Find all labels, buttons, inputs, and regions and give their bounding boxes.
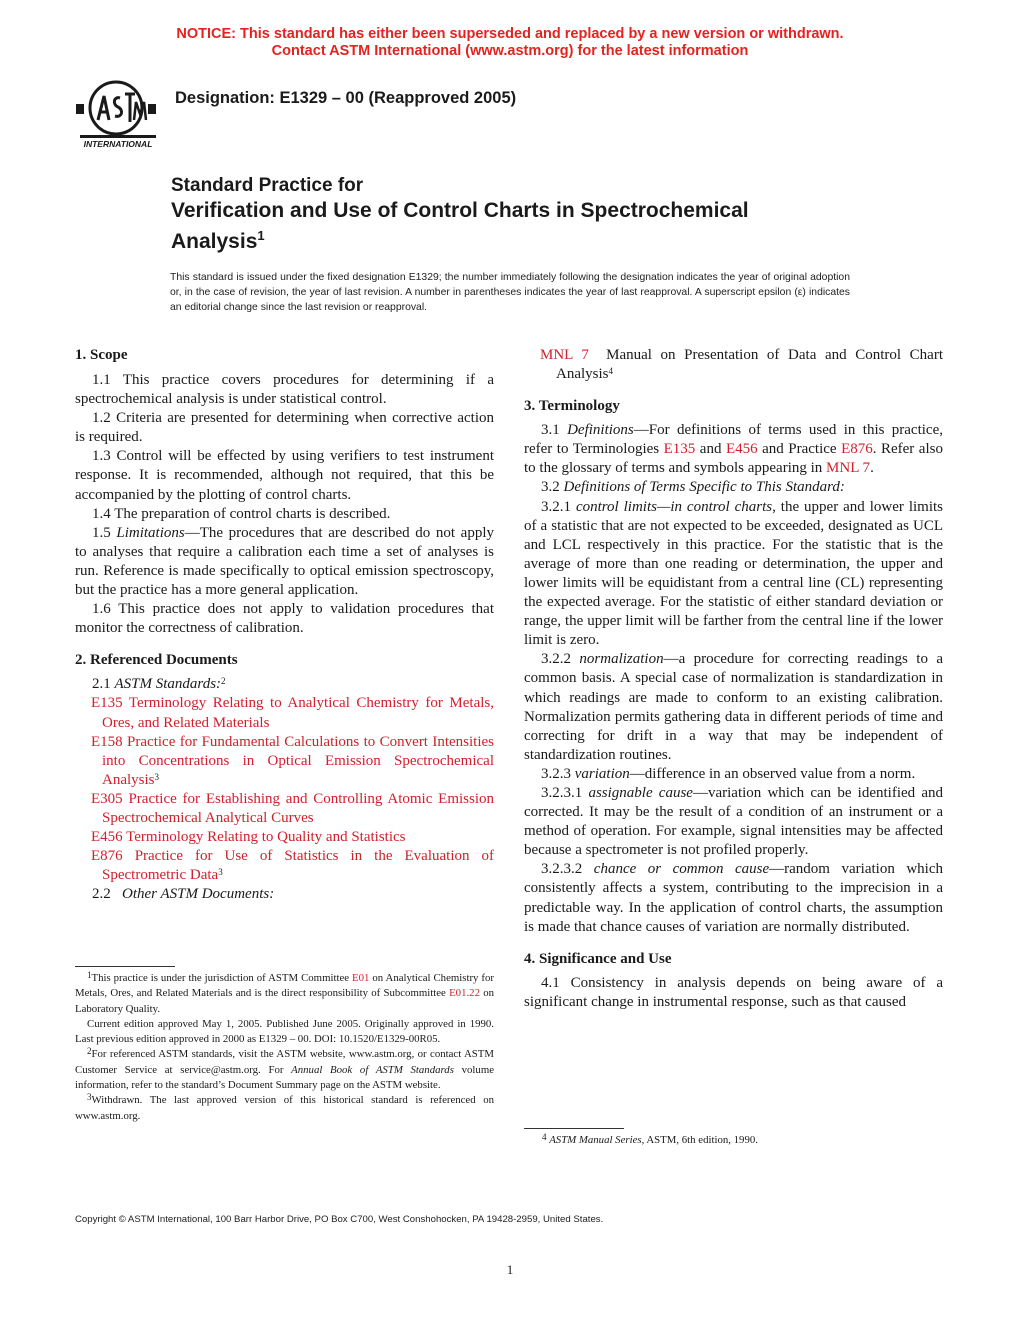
paragraph-3-2-1: 3.2.1 control limits—in control charts, the upper and lower limits of a statistic that are not expected to be exceeded, designated as UCL and LCL respectively in this practice. For the statistic that is the average of more than one reading or determination, the upper and lower limits will be equidistant from a central line (CL) representing the expected average. For the statistic of either standard deviation or range, the upper limit will be farther from the central line if the lower limit is zero.: [524, 498, 943, 649]
reference-e876[interactable]: E876 Practice for Use of Statistics in the Evaluation of Spectrometric Data$^3$: [91, 848, 494, 884]
paragraph-3-2-2: 3.2.2 normalization—a procedure for correcting readings to a common basis. A special case of normalization is standardization in which readings are made to conform to an existing calibration. Normalization permits gathering data in different periods of time and correcting for drift in a way that may be independent of standardization routines.: [524, 651, 944, 763]
link-e876[interactable]: E876: [841, 441, 873, 458]
right-column: [524, 346, 943, 1012]
paragraph-3-2: 3.2 Definitions of Terms Specific to This Standard:: [541, 479, 845, 496]
page-number: 1: [506, 1262, 514, 1277]
title-footnote-mark[interactable]: 1: [257, 228, 265, 243]
link-e456[interactable]: E456: [725, 441, 758, 458]
paragraph-1-2: 1.2 Criteria are presented for determining when corrective action is required.: [75, 410, 494, 446]
paragraph-1-4: 1.4 The preparation of control charts is described.: [92, 505, 391, 522]
astm-logo-icon: [76, 76, 160, 150]
designation: Designation: E1329 – 00 (Reapproved 2005): [175, 89, 517, 107]
paragraph-4-1: 4.1 Consistency in analysis depends on being aware of a significant change in instrumental response, such as that caused: [524, 974, 943, 1010]
notice-line-1: NOTICE: This standard has either been superseded and replaced by a new version or withdrawn.: [176, 26, 844, 42]
logo-text: INTERNATIONAL: [83, 139, 153, 149]
footnote-1-edition: Current edition approved May 1, 2005. Published June 2005. Originally approved in 1990. Last previous edition approved in 2000 as E1329 – 00. DOI: 10.1520/E1329-00R05.: [75, 1017, 494, 1046]
paragraph-1-6: 1.6 This practice does not apply to validation procedures that monitor the correctness of calibration.: [75, 601, 494, 637]
footnote-divider-right: [524, 1128, 624, 1129]
title-line-3: Analysis$^1$: [171, 228, 265, 253]
footnote-2: $^2$For referenced ASTM standards, visit the ASTM website, www.astm.org, or contact ASTM Customer Service at service@astm.org. For Annual Book of ASTM Standards volume information, refer to the standard’s Document Summary page on the ASTM website.: [75, 1046, 495, 1092]
footnote-divider: [75, 966, 175, 967]
footnote-4: $^4$ ASTM Manual Series, ASTM, 6th edition, 1990.: [542, 1132, 758, 1146]
section-heading-scope: 1. Scope: [75, 347, 128, 363]
link-e135[interactable]: E135: [663, 441, 696, 458]
paragraph-2-1: 2.1 ASTM Standards:$^2$: [92, 676, 226, 693]
document-title: [171, 174, 871, 254]
footnotes-left: [75, 966, 494, 1124]
reference-e456[interactable]: E456 Terminology Relating to Quality and Statistics: [91, 829, 406, 846]
reference-mnl7[interactable]: MNL 7 Manual on Presentation of Data and Control Chart Analysis$^4$: [540, 347, 944, 383]
paragraph-3-1: 3.1 Definitions—For definitions of terms used in this practice, refer to Terminologies E135 and E456 and Practice E876. Refer also to the glossary of terms and symbols appearing in MNL 7.: [524, 422, 943, 477]
footnote-1: $^1$This practice is under the jurisdiction of ASTM Committee E01 on Analytical Chemistry for Metals, Ores, and Related Materials and is the direct responsibility of Subcommittee E01.22 on Laboratory Quality.: [75, 970, 495, 1015]
issue-note: This standard is issued under the fixed designation E1329; the number immediately following the designation indicates the year of original adoption or, in the case of revision, the year of last revision. A number in parentheses indicates the year of last reapproval. A superscript epsilon (ε) indicates an editorial change since the last revision or reapproval.: [170, 272, 850, 313]
link-mnl7[interactable]: MNL 7: [826, 460, 871, 477]
link-e01[interactable]: E01: [352, 972, 370, 984]
paragraph-3-2-3-1: 3.2.3.1 assignable cause—variation which can be identified and corrected. It may be the result of a condition of an instrument or a method of operation. For example, signal intensities may be affected because a spectrometer is not profiled properly.: [524, 784, 943, 859]
section-heading-terminology: 3. Terminology: [524, 398, 620, 415]
link-e01-22[interactable]: E01.22: [449, 987, 480, 1000]
paragraph-3-2-3-2: 3.2.3.2 chance or common cause—random variation which consistently affects a system, contributing to the imprecision in a predictable way. In the application of control charts, the assumption is made that chance causes of variation are normally distributed.: [524, 861, 943, 935]
paragraph-1-1: 1.1 This practice covers procedures for determining if a spectrochemical analysis is under statistical control.: [75, 372, 494, 408]
reference-e158[interactable]: E158 Practice for Fundamental Calculations to Convert Intensities into Concentrations in Optical Emission Spectrochemical Analysis$^3$: [91, 733, 495, 788]
left-column: [75, 346, 494, 904]
paragraph-3-2-3: 3.2.3 variation—difference in an observed value from a norm.: [541, 765, 916, 782]
withdrawal-notice: [0, 26, 1020, 60]
copyright-line: Copyright © ASTM International, 100 Barr Harbor Drive, PO Box C700, West Conshohocken, PA 19428-2959, United States.: [75, 1214, 604, 1225]
paragraph-1-5: 1.5 Limitations—The procedures that are described do not apply to analyses that require a calibration each time a set of analyses is run. Reference is made specifically to optical emission spectroscopy, but the practice has a more general application.: [75, 524, 494, 599]
notice-line-2: Contact ASTM International (www.astm.org) for the latest information: [271, 43, 749, 59]
section-heading-referenced-documents: 2. Referenced Documents: [75, 652, 238, 669]
reference-e305[interactable]: E305 Practice for Establishing and Controlling Atomic Emission Spectrochemical Analytical Curves: [91, 790, 495, 826]
footnote-3: $^3$Withdrawn. The last approved version of this historical standard is referenced on www.astm.org.: [75, 1092, 494, 1122]
reference-e135[interactable]: E135 Terminology Relating to Analytical Chemistry for Metals, Ores, and Related Materials: [91, 695, 494, 731]
paragraph-2-2: 2.2 Other ASTM Documents:: [92, 886, 275, 903]
title-line-1: Standard Practice for: [171, 175, 364, 196]
paragraph-1-3: 1.3 Control will be effected by using verifiers to test instrument response. It is recommended, although not required, that this be accompanied by the plotting of control charts.: [75, 448, 494, 503]
title-line-2: Verification and Use of Control Charts in Spectrochemical: [171, 199, 749, 222]
section-heading-significance: 4. Significance and Use: [524, 950, 672, 967]
footnotes-right: [524, 1128, 943, 1148]
